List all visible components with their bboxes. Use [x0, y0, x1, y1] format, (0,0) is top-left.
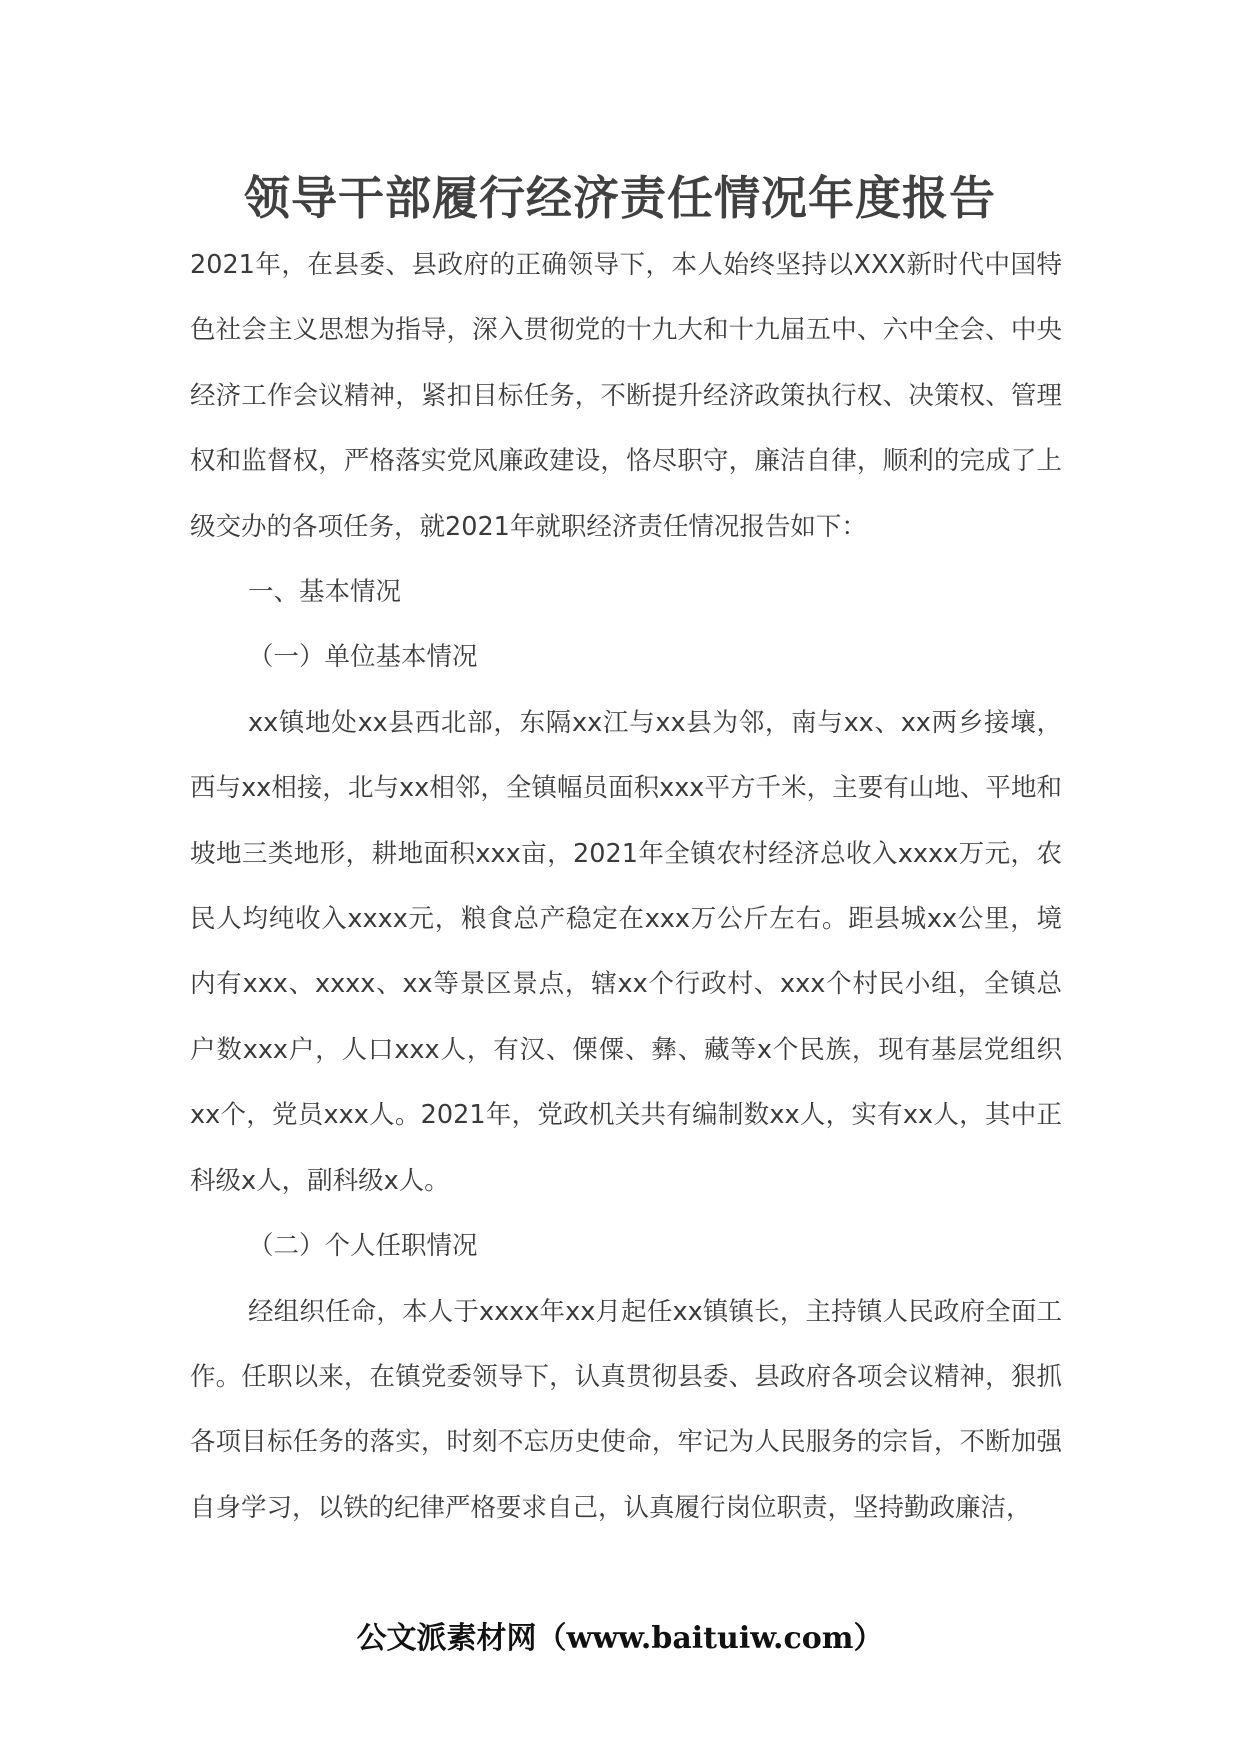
document-body	[190, 233, 1062, 1541]
personal-info-paragraph: 经组织任命，本人于xxxx年xx月起任xx镇镇长，主持镇人民政府全面工作。任职以来，在镇党委领导下，认真贯彻县委、县政府各项会议精神，狠抓各项目标任务的落实，时刻不忘历史使命，牢记为人民服务的宗旨，不断加强自身学习，以铁的纪律严格要求自己，认真履行岗位职责，坚持勤政廉洁，	[190, 1296, 1062, 1523]
intro-paragraph: 2021年，在县委、县政府的正确领导下，本人始终坚持以XXX新时代中国特色社会主义思想为指导，深入贯彻党的十九大和十九届五中、六中全会、中央经济工作会议精神，紧扣目标任务，不断提升经济政策执行权、决策权、管理权和监督权，严格落实党风廉政建设，恪尽职守，廉洁自律，顺利的完成了上级交办的各项任务，就2021年就职经济责任情况报告如下：	[190, 250, 1062, 542]
subsection-heading-personal: （二）个人任职情况	[248, 1231, 478, 1262]
document-title: 领导干部履行经济责任情况年度报告	[244, 171, 996, 225]
subsection-heading-unit: （一）单位基本情况	[248, 642, 478, 673]
section-heading-basic: 一、基本情况	[248, 577, 402, 608]
unit-info-paragraph: xx镇地处xx县西北部，东隔xx江与xx县为邻，南与xx、xx两乡接壤，西与xx相接，北与xx相邻，全镇幅员面积xxx平方千米，主要有山地、平地和坡地三类地形，耕地面积xxx亩，2021年全镇农村经济总收入xxxx万元，农民人均纯收入xxxx元，粮食总产稳定在xxx万公斤左右。距县城xx公里，境内有xxx、xxxx、xx等景区景点，辖xx个行政村、xxx个村民小组，全镇总户数xxx户，人口xxx人，有汉、傈僳、彝、藏等x个民族，现有基层党组织xx个，党员xxx人。2021年，党政机关共有编制数xx人，实有xx人，其中正科级x人，副科级x人。	[190, 707, 1062, 1196]
footer-watermark-text: 公文派素材网（www.baituiw.com）	[356, 1621, 884, 1656]
